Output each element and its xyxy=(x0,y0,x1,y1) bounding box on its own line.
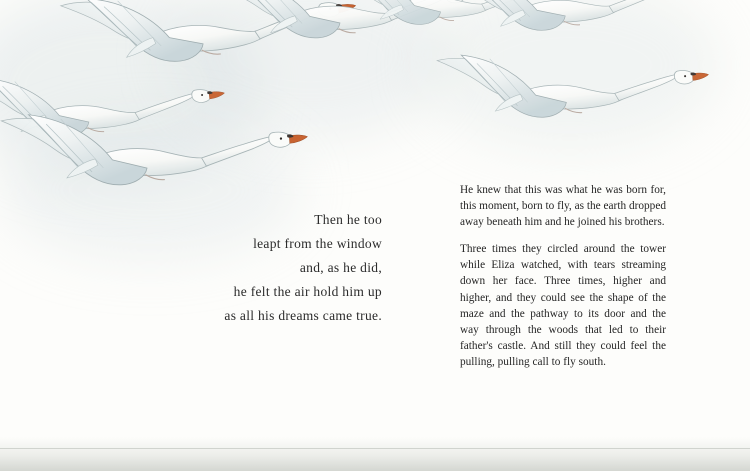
verse-line-1: Then he too xyxy=(314,212,382,227)
story-paragraph-2: Three times they circled around the tower while Eliza watched, with tears streaming down her face. Three times, higher and higher, and they could see the shape of the maze and the pathway to its door and the way through the woods that led to their father's castle. And still they could feel the pulling, pulling call to fly south. xyxy=(460,243,666,368)
story-text xyxy=(460,182,666,370)
verse-line-4: he felt the air hold him up xyxy=(233,284,382,299)
verse-line-5: as all his dreams came true. xyxy=(224,308,382,323)
page-bottom-line xyxy=(0,448,750,449)
swan-right-lower xyxy=(437,38,711,124)
verse-line-2: leapt from the window xyxy=(253,236,382,251)
verse-line-3: and, as he did, xyxy=(299,260,382,275)
story-paragraph-1: He knew that this was what he was born for, this moment, born to fly, as the earth dropped away beneath him and he joined his brothers. xyxy=(460,184,666,229)
verse-poem xyxy=(92,208,382,328)
